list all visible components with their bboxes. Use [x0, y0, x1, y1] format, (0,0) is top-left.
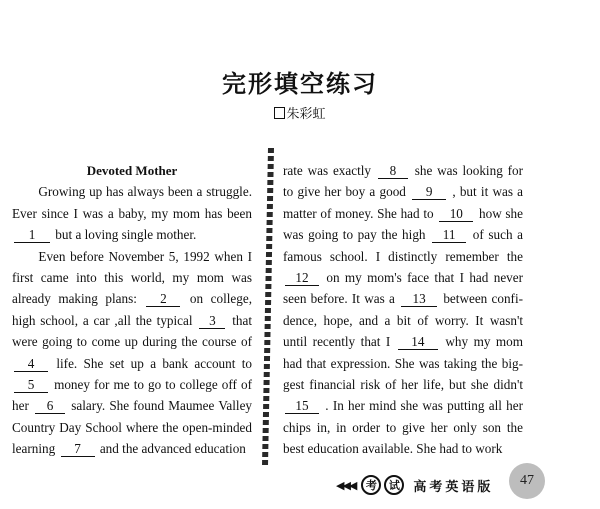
- square-icon: [274, 107, 285, 119]
- blank-10: 10: [439, 207, 473, 222]
- text-segment: Growing up has always been a struggle. Ever since I was a baby, my mom has been: [12, 184, 252, 221]
- page-title: 完形填空练习: [222, 70, 378, 98]
- text-segment: Even before November 5, 1992 when I first came into this world, my mom was already making plans:: [12, 248, 252, 307]
- blank-2: 2: [146, 292, 180, 307]
- text-segment: on college, high school, a car ,all the typical: [12, 291, 252, 328]
- text-segment: on my mom's face that I had never seen before. It was a: [283, 270, 524, 307]
- text-segment: but a loving single mother.: [55, 227, 197, 243]
- text-segment: , but it was a matter of money. She had to: [283, 184, 524, 221]
- blank-11: 11: [432, 228, 466, 243]
- text-segment: life. She set up a bank account to: [56, 355, 252, 371]
- brand-text: 高考英语版: [413, 479, 494, 495]
- text-segment: that were going to come up during the course of: [12, 312, 252, 350]
- text-segment: salary. She found Maumee Valley Country Day School where the open-minded learning: [12, 398, 253, 457]
- blank-13: 13: [401, 292, 437, 307]
- paragraph-2: [12, 246, 252, 460]
- blank-3: 3: [199, 314, 225, 329]
- circle-char-2: 试: [384, 475, 404, 495]
- blank-8: 8: [378, 164, 408, 179]
- left-column: [12, 160, 252, 460]
- circle-char-1: 考: [361, 475, 381, 495]
- text-segment: why my mom had that expression. She was taking the big- gest financial risk of her life, but she didn't: [283, 334, 524, 393]
- blank-9: 9: [412, 185, 446, 200]
- text-segment: rate was exactly: [283, 163, 372, 178]
- text-segment: of such a famous school. I distinctly remember the: [283, 227, 524, 264]
- blank-4: 4: [14, 357, 48, 372]
- author-name: 朱彩虹: [286, 107, 326, 122]
- blank-7: 7: [61, 442, 95, 457]
- arrows-icon: ◀◀◀: [336, 478, 356, 492]
- blank-12: 12: [285, 271, 319, 286]
- blank-14: 14: [398, 335, 438, 350]
- blank-15: 15: [285, 399, 319, 414]
- column-divider: [262, 148, 274, 466]
- author-line: [0, 103, 600, 122]
- text-segment: she was looking for to give her boy a good: [283, 163, 523, 200]
- text-segment: . In her mind she was putting all her chips in, in order to give her only son the best education available. She had to work: [283, 398, 523, 457]
- paragraph-1: [12, 181, 252, 245]
- text-segment: between confi- dence, hope, and a bit of worry. It wasn't until recently that I: [283, 291, 523, 350]
- blank-1: 1: [14, 228, 50, 243]
- right-column: [283, 160, 523, 460]
- text-segment: money for me to go to college off of her: [12, 377, 252, 414]
- page-number: 47: [509, 463, 545, 499]
- paragraph-continued: [283, 160, 523, 460]
- text-segment: and the advanced education: [99, 441, 246, 457]
- blank-6: 6: [35, 399, 65, 414]
- text-segment: how she was going to pay the high: [283, 205, 523, 243]
- article-title: Devoted Mother: [86, 163, 178, 178]
- footer-bar: [336, 474, 493, 496]
- blank-5: 5: [14, 378, 48, 393]
